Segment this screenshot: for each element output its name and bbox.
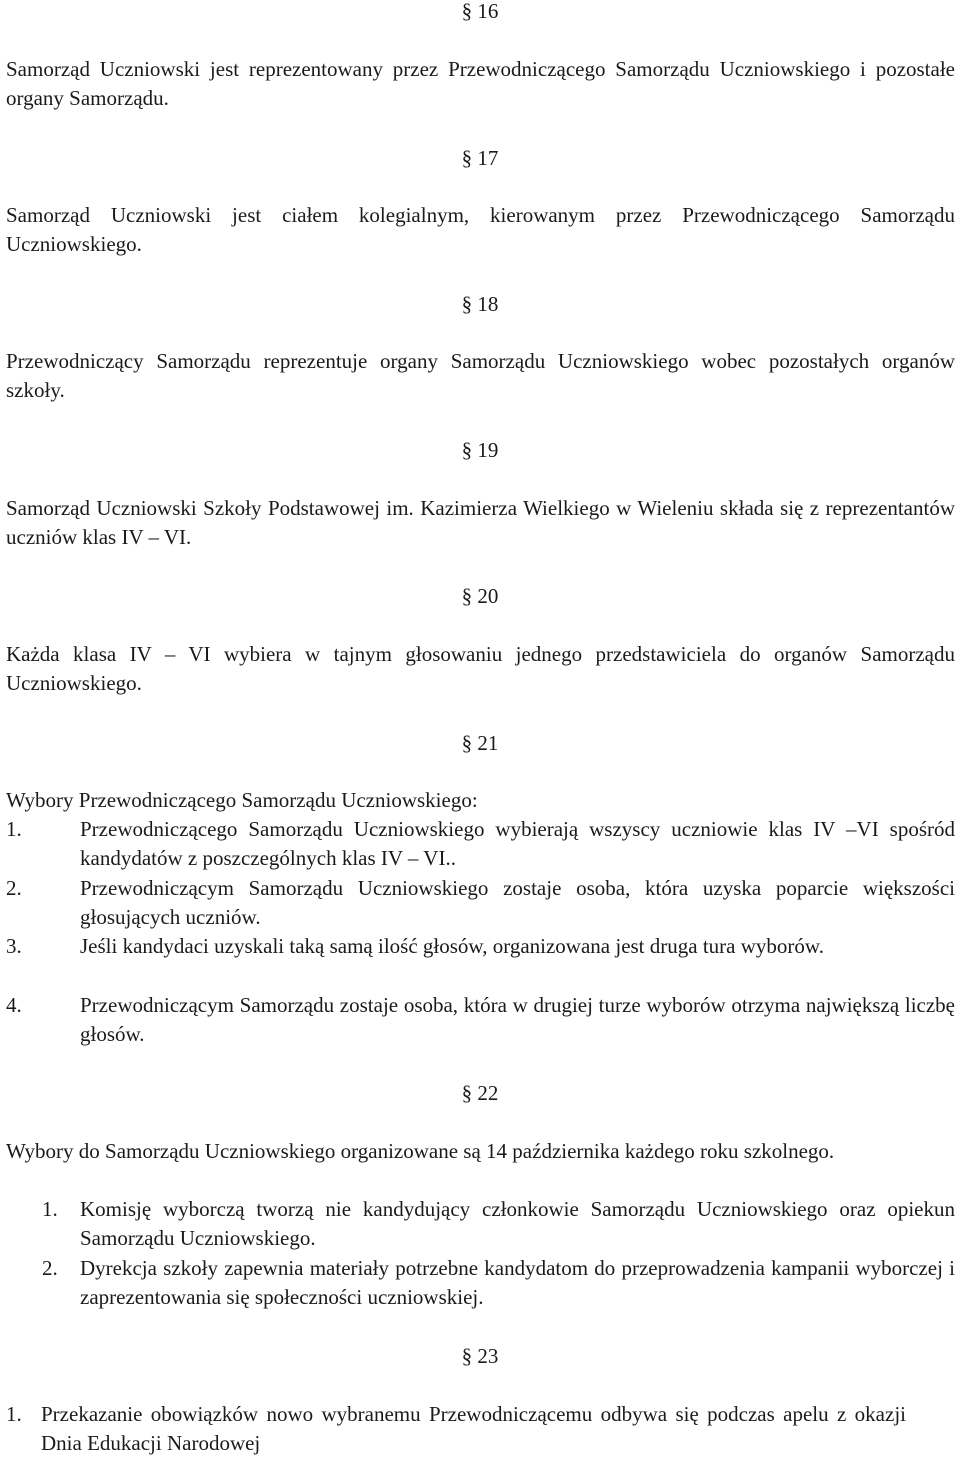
list-item-number: 1. — [6, 817, 22, 841]
section-21-list-item — [6, 991, 955, 1049]
section-19-heading: § 19 — [461, 438, 499, 462]
section-21-heading: § 21 — [461, 731, 499, 755]
section-16-heading: § 16 — [461, 0, 499, 23]
section-21-intro: Wybory Przewodniczącego Samorządu Uczniowskiego: — [6, 788, 478, 812]
section-16-paragraph: Samorząd Uczniowski jest reprezentowany przez Przewodniczącego Samorządu Uczniowskiego i pozostałe organy Samorządu. — [6, 57, 955, 110]
section-22-paragraph: Wybory do Samorządu Uczniowskiego organizowane są 14 października każdego roku szkolnego. — [6, 1139, 835, 1163]
list-item-text: Dyrekcja szkoły zapewnia materiały potrzebne kandydatom do przeprowadzenia kampanii wyborczej i zaprezentowania się społeczności uczniowskiej. — [80, 1256, 955, 1309]
list-item-number: 2. — [6, 876, 22, 900]
list-item-number: 3. — [6, 934, 22, 958]
section-21-list-item — [6, 874, 955, 932]
section-23-list-item — [6, 1400, 906, 1458]
list-item-text: Przewodniczącego Samorządu Uczniowskiego wybierają wszyscy uczniowie klas IV –VI spośród kandydatów z poszczególnych klas IV – VI.. — [80, 817, 955, 870]
list-item-text: Komisję wyborczą tworzą nie kandydujący członkowie Samorządu Uczniowskiego oraz opiekun Samorządu Uczniowskiego. — [80, 1197, 955, 1250]
section-17-heading: § 17 — [461, 146, 499, 170]
section-23-heading: § 23 — [461, 1344, 499, 1368]
list-item-text: Przekazanie obowiązków nowo wybranemu Przewodniczącemu odbywa się podczas apelu z okazji Dnia Edukacji Narodowej — [41, 1402, 906, 1455]
section-21-list-item — [6, 815, 955, 873]
section-17-paragraph: Samorząd Uczniowski jest ciałem kolegialnym, kierowanym przez Przewodniczącego Samorządu Uczniowskiego. — [6, 203, 955, 256]
list-item-text: Jeśli kandydaci uzyskali taką samą ilość głosów, organizowana jest druga tura wyborów. — [80, 934, 824, 958]
section-22-heading: § 22 — [461, 1081, 499, 1105]
list-item-number: 4. — [6, 993, 22, 1017]
list-item-number: 1. — [42, 1197, 58, 1221]
list-item-text: Przewodniczącym Samorządu Uczniowskiego zostaje osoba, która uzyska poparcie większości głosujących uczniów. — [80, 876, 955, 929]
section-21-list-item — [6, 932, 955, 961]
section-20-heading: § 20 — [461, 584, 499, 608]
section-22-list-item — [6, 1254, 955, 1312]
section-20-paragraph: Każda klasa IV – VI wybiera w tajnym głosowaniu jednego przedstawiciela do organów Samorządu Uczniowskiego. — [6, 642, 955, 695]
section-22-list-item — [6, 1195, 955, 1253]
section-18-heading: § 18 — [461, 292, 499, 316]
section-18-paragraph: Przewodniczący Samorządu reprezentuje organy Samorządu Uczniowskiego wobec pozostałych organów szkoły. — [6, 349, 955, 402]
list-item-text: Przewodniczącym Samorządu zostaje osoba, która w drugiej turze wyborów otrzyma największą liczbę głosów. — [80, 993, 955, 1046]
list-item-number: 2. — [42, 1256, 58, 1280]
section-19-paragraph: Samorząd Uczniowski Szkoły Podstawowej im. Kazimierza Wielkiego w Wieleniu składa się z reprezentantów uczniów klas IV – VI. — [6, 496, 955, 549]
list-item-number: 1. — [6, 1402, 22, 1426]
